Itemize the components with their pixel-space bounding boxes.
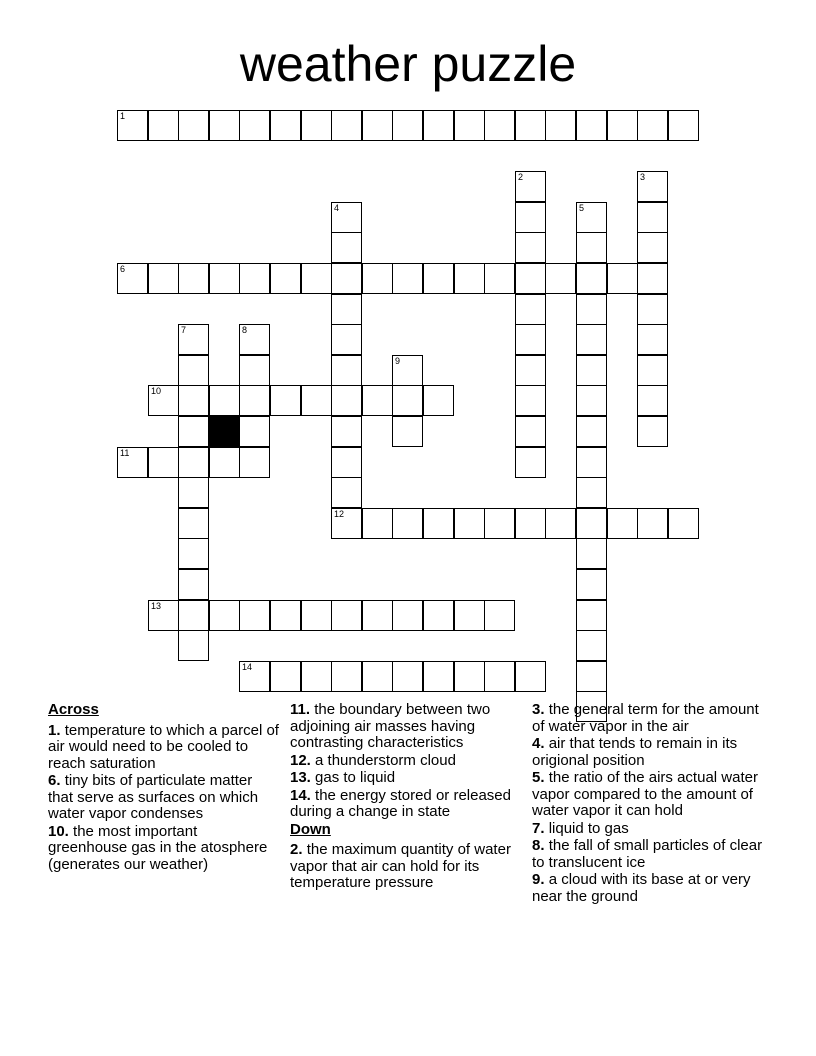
grid-cell[interactable] <box>515 416 546 447</box>
cell-number: 1 <box>120 111 126 121</box>
grid-cell[interactable] <box>423 385 454 416</box>
grid-cell[interactable] <box>178 600 209 631</box>
clue-number: 1. <box>48 721 61 739</box>
grid-cell[interactable] <box>331 416 362 447</box>
grid-cell[interactable] <box>331 324 362 355</box>
grid-cell[interactable] <box>454 110 485 141</box>
clue-column-2 <box>290 702 522 893</box>
grid-cell[interactable] <box>423 263 454 294</box>
cell-number: 8 <box>242 325 248 335</box>
grid-cell[interactable] <box>637 385 668 416</box>
grid-cell[interactable] <box>545 263 576 294</box>
cell-number: 5 <box>579 203 585 213</box>
grid-cell[interactable] <box>392 385 423 416</box>
grid-cell[interactable] <box>178 477 209 508</box>
across-clue <box>290 770 522 787</box>
grid-cell[interactable] <box>392 661 423 692</box>
grid-cell[interactable] <box>515 202 546 233</box>
cell-number: 7 <box>181 325 187 335</box>
grid-cell[interactable] <box>301 661 332 692</box>
grid-cell[interactable] <box>178 569 209 600</box>
grid-cell[interactable] <box>301 385 332 416</box>
grid-cell[interactable] <box>515 447 546 478</box>
grid-cell[interactable] <box>270 661 301 692</box>
grid-cell[interactable] <box>668 508 699 539</box>
grid-cell[interactable] <box>392 355 423 386</box>
grid-cell[interactable] <box>637 171 668 202</box>
grid-cell[interactable] <box>331 263 362 294</box>
grid-cell[interactable] <box>270 385 301 416</box>
grid-cell[interactable] <box>607 110 638 141</box>
grid-cell[interactable] <box>331 202 362 233</box>
grid-cell[interactable] <box>576 508 607 539</box>
puzzle-title: weather puzzle <box>239 36 577 92</box>
grid-cell[interactable] <box>637 110 668 141</box>
grid-cell[interactable] <box>362 385 393 416</box>
grid-cell[interactable] <box>178 538 209 569</box>
grid-cell[interactable] <box>148 600 179 631</box>
down-clue <box>532 736 764 769</box>
grid-cell[interactable] <box>637 202 668 233</box>
grid-cell[interactable] <box>668 110 699 141</box>
grid-cell[interactable] <box>484 600 515 631</box>
clue-text: the energy stored or released during a change in state <box>290 786 511 820</box>
grid-cell[interactable] <box>331 294 362 325</box>
grid-cell[interactable] <box>454 600 485 631</box>
grid-cell[interactable] <box>637 508 668 539</box>
grid-cell[interactable] <box>392 416 423 447</box>
grid-cell[interactable] <box>331 355 362 386</box>
cell-number: 3 <box>640 172 646 182</box>
grid-cell[interactable] <box>576 661 607 692</box>
across-clue <box>48 824 280 874</box>
grid-cell[interactable] <box>545 508 576 539</box>
grid-cell[interactable] <box>576 569 607 600</box>
grid-cell[interactable] <box>178 324 209 355</box>
down-clue <box>290 842 522 892</box>
grid-cell[interactable] <box>423 600 454 631</box>
grid-cell[interactable] <box>576 202 607 233</box>
grid-cell[interactable] <box>362 661 393 692</box>
grid-cell[interactable] <box>148 447 179 478</box>
clue-text: the boundary between two adjoining air masses having contrasting characteristics <box>290 701 491 751</box>
grid-cell[interactable] <box>270 110 301 141</box>
grid-cell[interactable] <box>515 110 546 141</box>
grid-cell[interactable] <box>362 263 393 294</box>
grid-cell[interactable] <box>209 110 240 141</box>
grid-cell[interactable] <box>270 263 301 294</box>
clue-number: 11. <box>290 701 311 718</box>
cell-number: 12 <box>334 509 345 519</box>
grid-cell[interactable] <box>515 263 546 294</box>
grid-cell[interactable] <box>515 355 546 386</box>
grid-cell[interactable] <box>117 447 148 478</box>
clue-text: a thunderstorm cloud <box>315 751 456 769</box>
down-clue <box>532 838 764 871</box>
grid-cell[interactable] <box>209 600 240 631</box>
grid-cell[interactable] <box>576 600 607 631</box>
across-clue <box>48 773 280 823</box>
grid-cell[interactable] <box>178 447 209 478</box>
grid-cell[interactable] <box>209 263 240 294</box>
grid-cell[interactable] <box>331 232 362 263</box>
clue-text: temperature to which a parcel of air would need to be cooled to reach saturation <box>48 721 279 772</box>
grid-cell[interactable] <box>392 508 423 539</box>
grid-cell[interactable] <box>545 110 576 141</box>
grid-cell[interactable] <box>454 508 485 539</box>
cell-number: 11 <box>120 448 130 458</box>
clue-text: the general term for the amount of water vapor in the air <box>532 701 759 735</box>
clue-number: 12. <box>290 751 311 769</box>
cell-number: 10 <box>151 386 162 396</box>
clue-column-3 <box>532 702 764 906</box>
grid-cell[interactable] <box>178 263 209 294</box>
grid-cell[interactable] <box>576 263 607 294</box>
grid-cell[interactable] <box>637 324 668 355</box>
grid-cell[interactable] <box>239 600 270 631</box>
clue-number: 7. <box>532 819 545 837</box>
grid-cell[interactable] <box>239 416 270 447</box>
grid-cell[interactable] <box>331 661 362 692</box>
clue-number: 4. <box>532 735 545 752</box>
grid-cell[interactable] <box>576 355 607 386</box>
grid-cell[interactable] <box>362 508 393 539</box>
grid-cell[interactable] <box>607 263 638 294</box>
clue-column-1 <box>48 702 280 874</box>
grid-cell[interactable] <box>239 110 270 141</box>
grid-cell[interactable] <box>239 324 270 355</box>
grid-cell[interactable] <box>454 661 485 692</box>
grid-cell[interactable] <box>331 600 362 631</box>
grid-cell[interactable] <box>178 508 209 539</box>
clue-number: 13. <box>290 769 311 786</box>
grid-cell[interactable] <box>178 110 209 141</box>
grid-cell[interactable] <box>301 600 332 631</box>
grid-cell[interactable] <box>576 447 607 478</box>
across-clue <box>290 788 522 821</box>
down-clue <box>532 821 764 838</box>
clue-number: 8. <box>532 837 545 854</box>
grid-cell[interactable] <box>576 385 607 416</box>
across-clue <box>48 723 280 773</box>
grid-cell[interactable] <box>362 110 393 141</box>
grid-cell[interactable] <box>454 263 485 294</box>
grid-cell[interactable] <box>576 232 607 263</box>
clue-number: 6. <box>48 772 61 789</box>
cell-number: 2 <box>518 172 524 182</box>
grid-cell[interactable] <box>576 110 607 141</box>
grid-cell[interactable] <box>178 355 209 386</box>
clue-text: air that tends to remain in its origional position <box>532 735 738 769</box>
grid-cell[interactable] <box>637 294 668 325</box>
grid-cell[interactable] <box>239 263 270 294</box>
grid-cell[interactable] <box>301 263 332 294</box>
grid-cell[interactable] <box>576 477 607 508</box>
grid-cell[interactable] <box>392 263 423 294</box>
grid-cell[interactable] <box>515 171 546 202</box>
grid-cell[interactable] <box>515 508 546 539</box>
clue-number: 10. <box>48 822 69 840</box>
across-heading: Across <box>48 701 99 718</box>
grid-cell[interactable] <box>209 385 240 416</box>
grid-cell[interactable] <box>178 385 209 416</box>
down-clue <box>532 702 764 735</box>
grid-cell[interactable] <box>484 263 515 294</box>
grid-cell[interactable] <box>117 263 148 294</box>
grid-cell[interactable] <box>637 232 668 263</box>
cell-number: 13 <box>151 601 162 611</box>
grid-cell[interactable] <box>239 385 270 416</box>
clue-text: the maximum quantity of water vapor that air can hold for its temperature pressure <box>290 841 511 891</box>
cell-number: 4 <box>334 203 340 213</box>
cell-number: 6 <box>120 264 126 274</box>
grid-cell[interactable] <box>239 355 270 386</box>
grid-cell[interactable] <box>576 324 607 355</box>
cell-number: 9 <box>395 356 401 366</box>
grid-cell[interactable] <box>178 416 209 447</box>
clue-text: a cloud with its base at or very near the ground <box>532 871 751 905</box>
grid-cell[interactable] <box>484 110 515 141</box>
grid-cell[interactable] <box>423 110 454 141</box>
grid-cell[interactable] <box>148 110 179 141</box>
grid-cell[interactable] <box>331 110 362 141</box>
grid-cell[interactable] <box>484 661 515 692</box>
across-clue <box>290 702 522 752</box>
grid-cell[interactable] <box>484 508 515 539</box>
grid-cell[interactable] <box>515 294 546 325</box>
grid-cell[interactable] <box>270 600 301 631</box>
grid-cell[interactable] <box>331 385 362 416</box>
clue-text: tiny bits of particulate matter that serve as surfaces on which water vapor condenses <box>48 772 259 822</box>
grid-cell[interactable] <box>637 355 668 386</box>
down-clue <box>532 770 764 820</box>
across-clue <box>290 753 522 770</box>
clue-text: gas to liquid <box>315 769 396 786</box>
clue-text: the fall of small particles of clear to translucent ice <box>532 837 763 871</box>
grid-cell[interactable] <box>331 477 362 508</box>
grid-cell[interactable] <box>209 447 240 478</box>
clue-text: liquid to gas <box>548 819 629 837</box>
grid-cell[interactable] <box>576 294 607 325</box>
grid-cell[interactable] <box>515 324 546 355</box>
grid-cell[interactable] <box>515 232 546 263</box>
grid-cell[interactable] <box>392 600 423 631</box>
cell-number: 14 <box>242 662 253 672</box>
grid-block <box>209 416 240 447</box>
grid-cell[interactable] <box>576 416 607 447</box>
grid-cell[interactable] <box>423 661 454 692</box>
grid-cell[interactable] <box>148 263 179 294</box>
grid-cell[interactable] <box>331 508 362 539</box>
grid-cell[interactable] <box>515 385 546 416</box>
clue-number: 2. <box>290 841 303 858</box>
grid-cell[interactable] <box>362 600 393 631</box>
grid-cell[interactable] <box>239 447 270 478</box>
grid-cell[interactable] <box>331 447 362 478</box>
clue-text: the most important greenhouse gas in the atosphere (generates our weather) <box>48 822 268 873</box>
clue-number: 3. <box>532 701 545 718</box>
clue-number: 5. <box>532 769 545 786</box>
down-heading: Down <box>290 820 331 838</box>
clue-number: 14. <box>290 786 311 804</box>
grid-cell[interactable] <box>637 263 668 294</box>
down-clue <box>532 872 764 905</box>
grid-cell[interactable] <box>301 110 332 141</box>
grid-cell[interactable] <box>607 508 638 539</box>
grid-cell[interactable] <box>515 661 546 692</box>
clue-number: 9. <box>532 871 545 888</box>
grid-cell[interactable] <box>178 630 209 661</box>
grid-cell[interactable] <box>637 416 668 447</box>
clue-text: the ratio of the airs actual water vapor compared to the amount of water vapor it can hold <box>532 769 758 819</box>
grid-cell[interactable] <box>239 661 270 692</box>
grid-cell[interactable] <box>392 110 423 141</box>
grid-cell[interactable] <box>576 538 607 569</box>
grid-cell[interactable] <box>117 110 148 141</box>
grid-cell[interactable] <box>423 508 454 539</box>
grid-cell[interactable] <box>576 630 607 661</box>
grid-cell[interactable] <box>148 385 179 416</box>
